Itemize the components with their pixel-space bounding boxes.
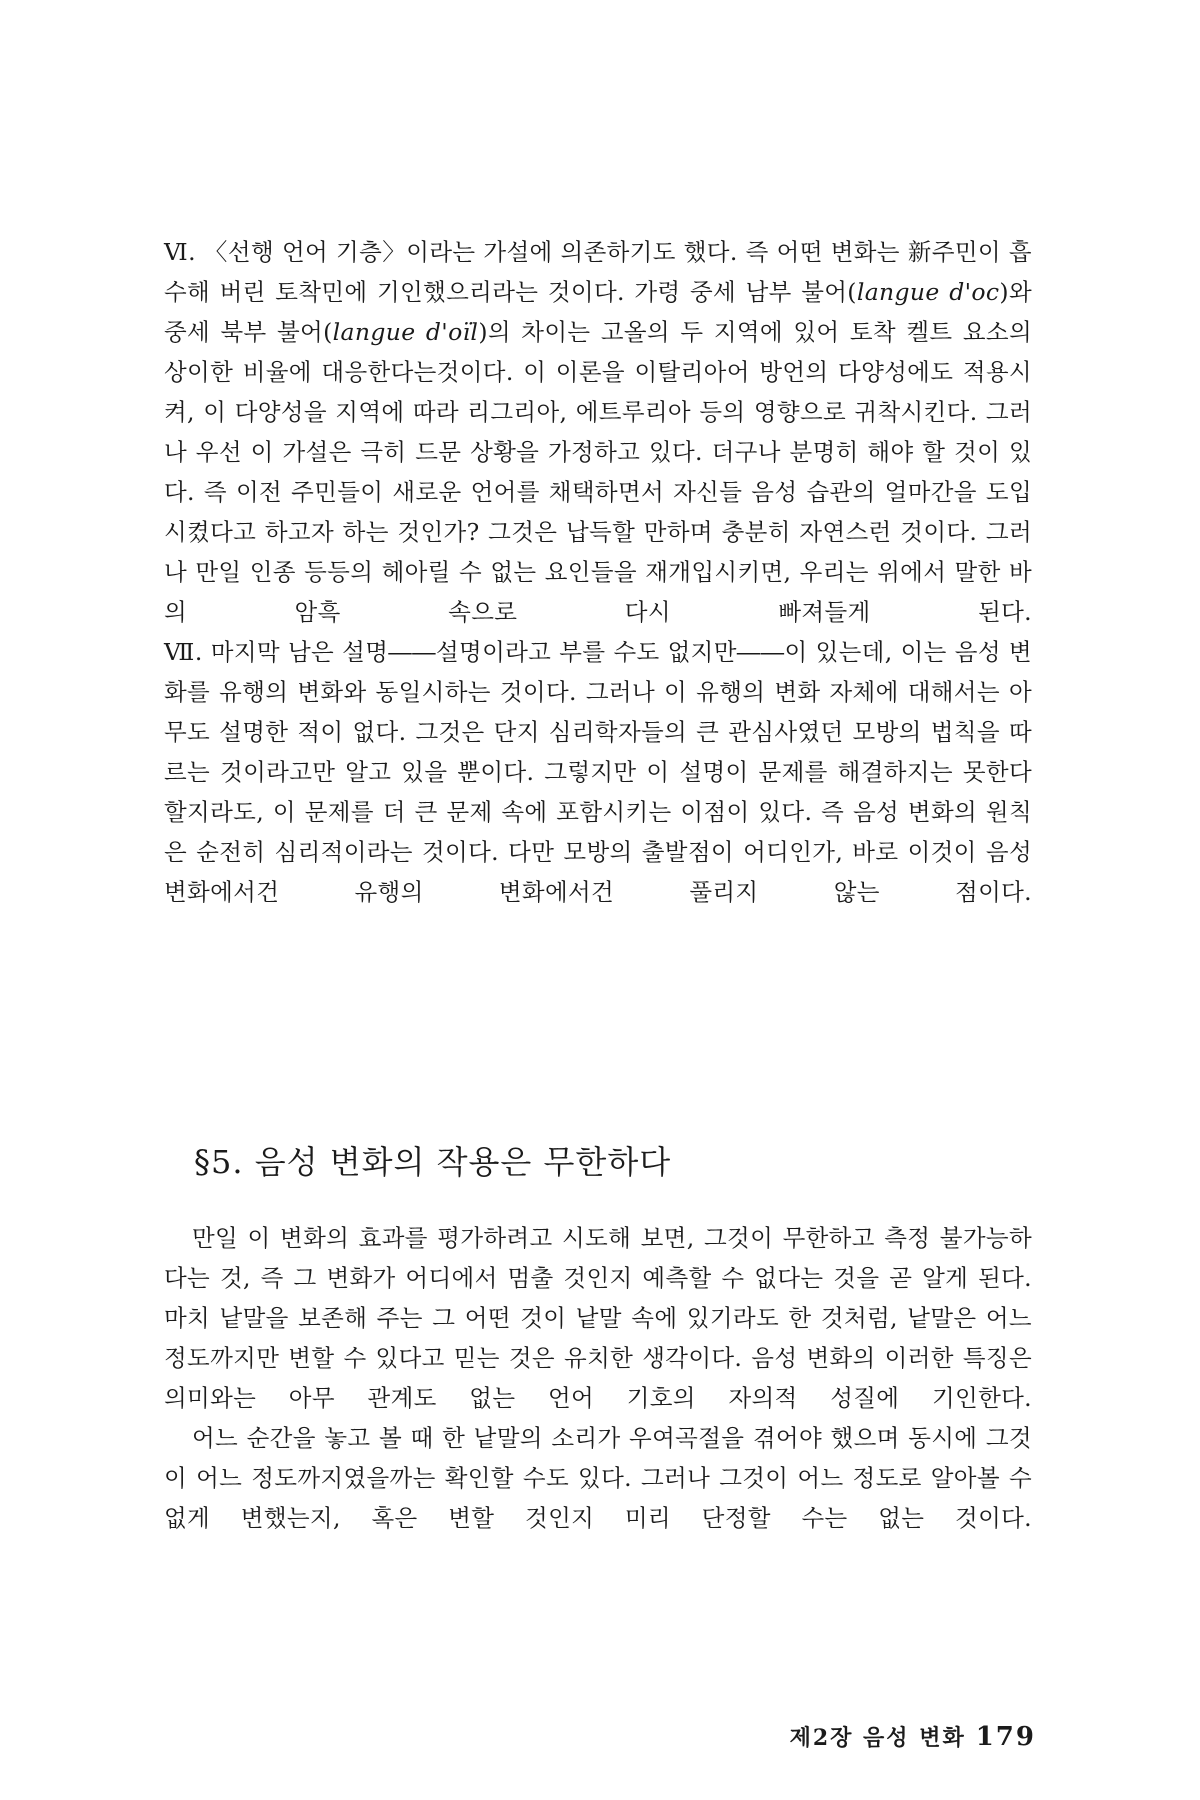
page-footer <box>760 1722 1036 1753</box>
paragraph-s5-1: 만일 이 변화의 효과를 평가하려고 시도해 보면, 그것이 무한하고 측정 불가능하다는 것, 즉 그 변화가 어디에서 멈출 것인지 예측할 수 없다는 것을 곧 알게 된다. 마치 낱말을 보존해 주는 그 어떤 것이 낱말 속에 있기라도 한 것처럼, 낱말은 어느 정도까지만 변할 수 있다고 믿는 것은 유치한 생각이다. 음성 변화의 이러한 특징은 의미와는 아무 관계도 없는 언어 기호의 자의적 성질에 기인한다. <box>164 1224 1032 1412</box>
running-chapter-title: 제2장 음성 변화 <box>789 1725 966 1751</box>
paragraph-s5-2: 어느 순간을 놓고 볼 때 한 낱말의 소리가 우여곡절을 겪어야 했으며 동시에 그것이 어느 정도까지였을까는 확인할 수도 있다. 그러나 그것이 어느 정도로 알아볼 수 없게 변했는지, 혹은 변할 것인지 미리 단정할 수는 없는 것이다. <box>164 1424 1032 1532</box>
paragraph-vii: Ⅶ. 마지막 남은 설명――설명이라고 부를 수도 없지만――이 있는데, 이는 음성 변화를 유행의 변화와 동일시하는 것이다. 그러나 이 유행의 변화 자체에 대해서는 아무도 설명한 적이 없다. 그것은 단지 심리학자들의 큰 관심사였던 모방의 법칙을 따르는 것이라고만 알고 있을 뿐이다. 그렇지만 이 설명이 문제를 해결하지는 못한다 할지라도, 이 문제를 더 큰 문제 속에 포함시키는 이점이 있다. 즉 음성 변화의 원칙은 순전히 심리적이라는 것이다. 다만 모방의 출발점이 어디인가, 바로 이것이 음성 변화에서건 유행의 변화에서건 풀리지 않는 점이다. <box>164 638 1032 906</box>
paragraph-vi: Ⅵ. 〈선행 언어 기층〉이라는 가설에 의존하기도 했다. 즉 어떤 변화는 新주민이 흡수해 버린 토착민에 기인했으리라는 것이다. 가령 중세 남부 불어(langue d'oc)와 중세 북부 불어(langue d'oïl)의 차이는 고올의 두 지역에 있어 토착 켈트 요소의 상이한 비율에 대응한다는것이다. 이 이론을 이탈리아어 방언의 다양성에도 적용시켜, 이 다양성을 지역에 따라 리그리아, 에트루리아 등의 영향으로 귀착시킨다. 그러나 우선 이 가설은 극히 드문 상황을 가정하고 있다. 더구나 분명히 해야 할 것이 있다. 즉 이전 주민들이 새로운 언어를 채택하면서 자신들 음성 습관의 얼마간을 도입시켰다고 하고자 하는 것인가? 그것은 납득할 만하며 충분히 자연스런 것이다. 그러나 만일 인종 등등의 헤아릴 수 없는 요인들을 재개입시키면, 우리는 위에서 말한 바의 암흑 속으로 다시 빠져들게 된다. <box>164 238 1033 626</box>
section5-text <box>164 1218 1032 1538</box>
section-heading: §5. 음성 변화의 작용은 무한하다 <box>194 1143 672 1181</box>
section-prev-text <box>164 232 1032 912</box>
page-number: 179 <box>975 1722 1036 1752</box>
